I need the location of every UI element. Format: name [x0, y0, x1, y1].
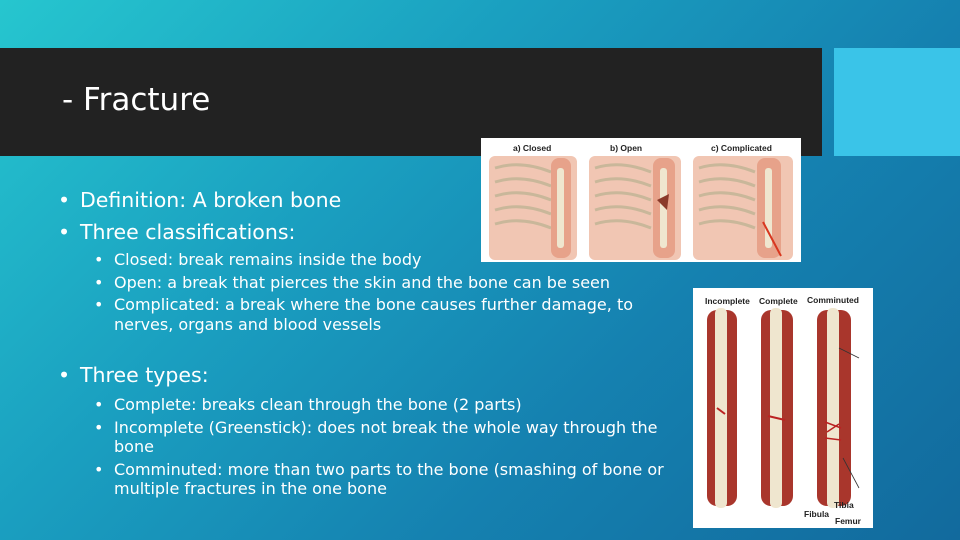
accent-box — [834, 48, 960, 156]
sub-bullet-open: • Open: a break that pierces the skin and the bone can be seen — [94, 273, 678, 293]
slide-title: - Fracture — [62, 82, 211, 118]
bullet-classifications-label: Three classifications: — [80, 220, 296, 244]
classification-list — [58, 250, 678, 334]
annotation-femur: Femur — [835, 516, 861, 526]
bullet-types: • Three types: — [58, 359, 678, 391]
arm-closed — [489, 156, 577, 260]
image-label-open: b) Open — [610, 143, 643, 153]
image-label-complete: Complete — [759, 296, 798, 306]
sub-bullet-comminuted: • Comminuted: more than two parts to the bone (smashing of bone or multiple fractures in the one bone — [94, 460, 678, 499]
annotation-fibula: Fibula — [804, 509, 830, 519]
annotation-tibia: Tibia — [834, 500, 854, 510]
sub-bullet-incomplete: • Incomplete (Greenstick): does not break the whole way through the bone — [94, 418, 678, 457]
bullet-list-types — [58, 359, 678, 391]
sub-bullet-complete: • Complete: breaks clean through the bone (2 parts) — [94, 395, 678, 415]
image-label-incomplete: Incomplete — [705, 296, 750, 306]
sub-bullet-complicated: • Complicated: a break where the bone causes further damage, to nerves, organs and blood vessels — [94, 295, 678, 334]
types-list — [58, 395, 678, 499]
arm-complicated — [693, 156, 793, 260]
arm-open — [589, 156, 681, 260]
leg-illustrations — [693, 288, 873, 528]
fracture-classification-image — [481, 138, 801, 262]
leg-comminuted — [817, 308, 859, 508]
bullet-definition: • Definition: A broken bone — [58, 184, 678, 216]
image-label-closed: a) Closed — [513, 143, 552, 153]
leg-complete — [761, 308, 793, 508]
leg-incomplete — [707, 308, 737, 508]
arm-illustrations — [481, 138, 801, 262]
image-label-complicated: c) Complicated — [711, 143, 772, 153]
image-label-comminuted: Comminuted — [807, 295, 859, 305]
sub-bullet-closed: • Closed: break remains inside the body — [94, 250, 678, 270]
fracture-types-image — [693, 288, 873, 528]
